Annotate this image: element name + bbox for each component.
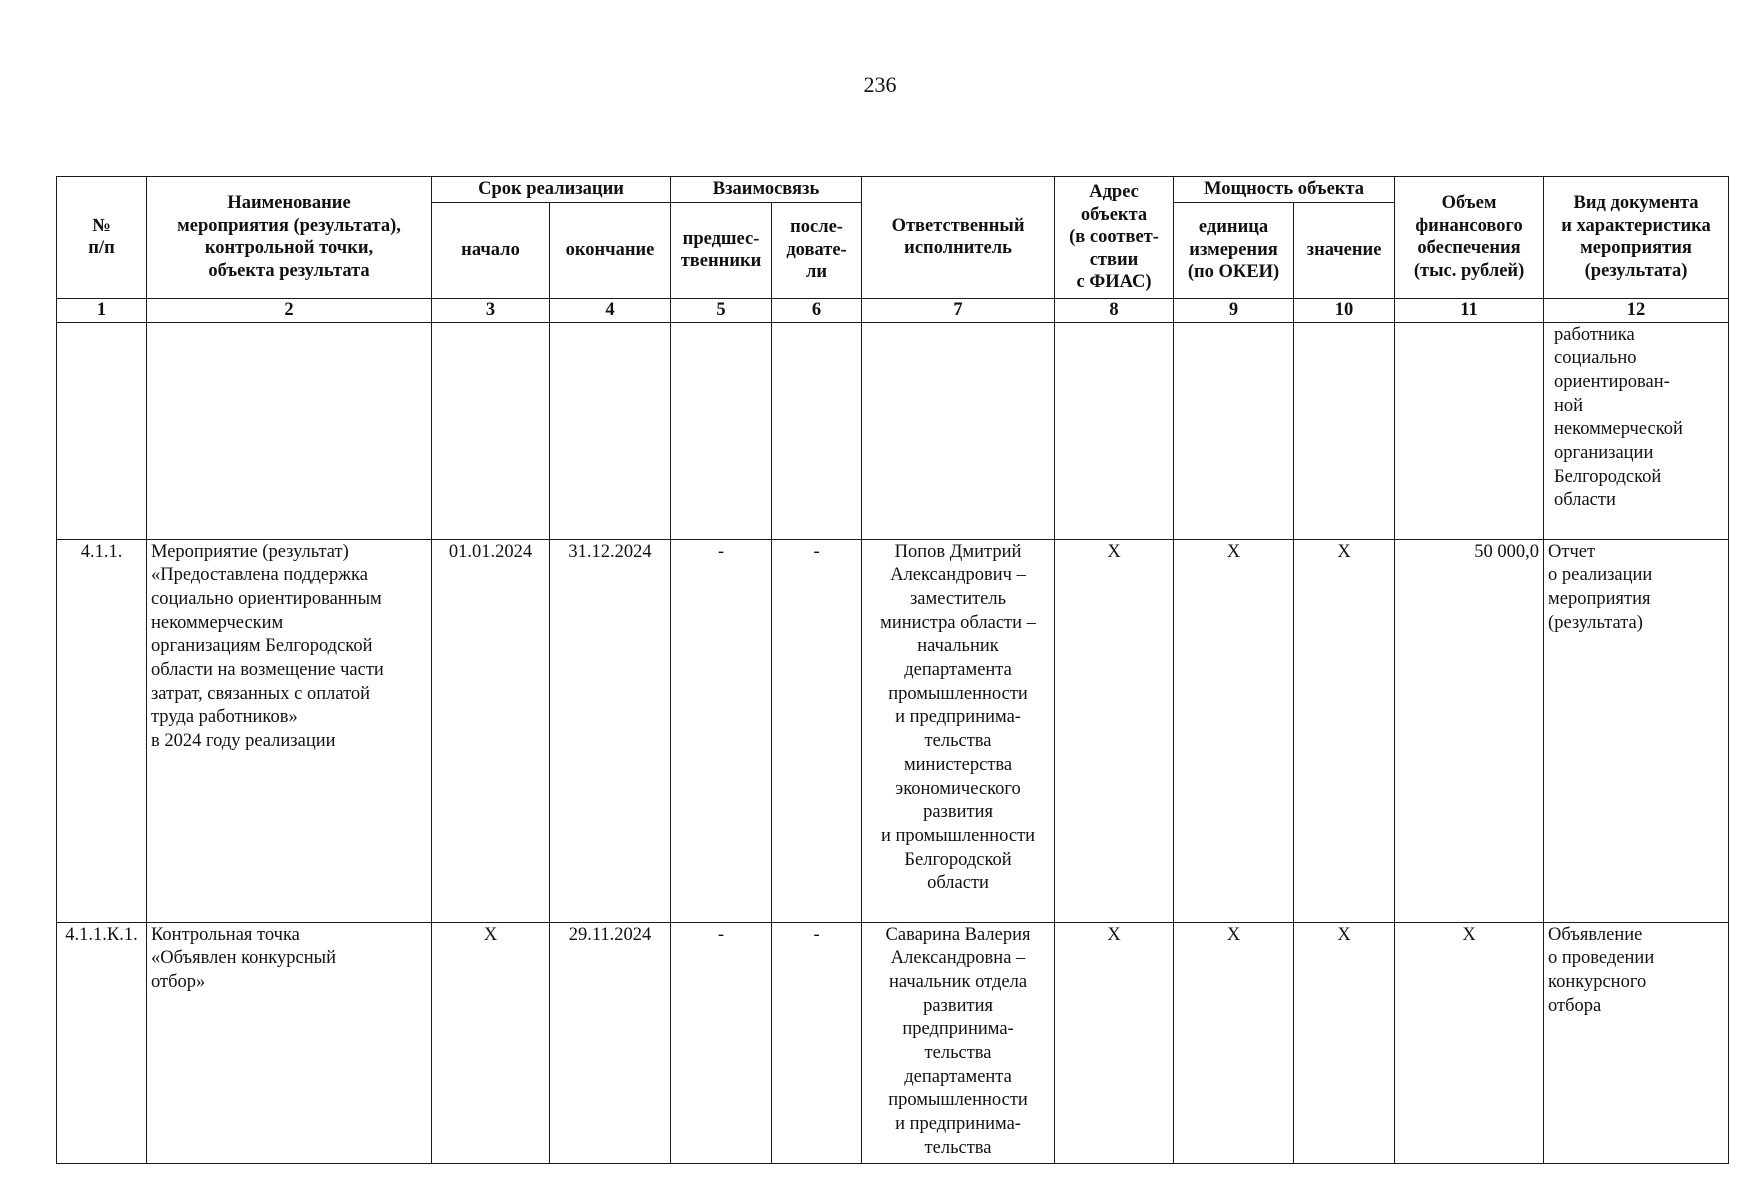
table-cell: [432, 322, 550, 539]
table-row: [57, 922, 1729, 1163]
column-number: 9: [1174, 298, 1294, 322]
header-link: Взаимосвязь: [671, 177, 862, 203]
capacity-value-cell: X: [1294, 539, 1395, 922]
address-cell: X: [1055, 922, 1174, 1163]
predecessors-cell: -: [671, 539, 772, 922]
capacity-unit-cell: X: [1174, 539, 1294, 922]
responsible-cell: Попов Дмитрий Александрович – заместитель министра области – начальник департамента промышленности и предпринима- тельства министерства экономического развития и промышленности Белгородской области: [862, 539, 1055, 922]
row-name-cell: Контрольная точка «Объявлен конкурсный отбор»: [147, 922, 432, 1163]
header-link-next: после- довате- ли: [772, 202, 862, 298]
column-number: 10: [1294, 298, 1395, 322]
doc-type-cell: Объявление о проведении конкурсного отбора: [1544, 922, 1729, 1163]
header-finance: Объем финансового обеспечения (тыс. рублей): [1395, 177, 1544, 299]
activities-table: [56, 176, 1729, 1164]
header-doc-type: Вид документа и характеристика мероприятия (результата): [1544, 177, 1729, 299]
doc-type-cell: Отчет о реализации мероприятия (результата): [1544, 539, 1729, 922]
column-number: 8: [1055, 298, 1174, 322]
header-link-prev: предшес- твенники: [671, 202, 772, 298]
capacity-value-cell: X: [1294, 922, 1395, 1163]
table-cell: [1174, 322, 1294, 539]
header-address: Адрес объекта (в соответ- ствии с ФИАС): [1055, 177, 1174, 299]
finance-cell: X: [1395, 922, 1544, 1163]
column-number: 11: [1395, 298, 1544, 322]
start-date-cell: X: [432, 922, 550, 1163]
table-row: [57, 539, 1729, 922]
table-cell: [1395, 322, 1544, 539]
end-date-cell: 29.11.2024: [550, 922, 671, 1163]
column-number: 4: [550, 298, 671, 322]
table-cell: [1055, 322, 1174, 539]
table-row-continuation: [57, 322, 1729, 539]
table-cell: [1294, 322, 1395, 539]
table-cell: [147, 322, 432, 539]
column-number: 3: [432, 298, 550, 322]
predecessors-cell: -: [671, 922, 772, 1163]
table-cell: [862, 322, 1055, 539]
column-number: 6: [772, 298, 862, 322]
header-capacity-unit: единица измерения (по ОКЕИ): [1174, 202, 1294, 298]
header-period: Срок реализации: [432, 177, 671, 203]
responsible-cell: Саварина Валерия Александровна – начальник отдела развития предпринима- тельства департамента промышленности и предпринима- тельства: [862, 922, 1055, 1163]
header-period-end: окончание: [550, 202, 671, 298]
table-cell: [772, 322, 862, 539]
header-responsible: Ответственный исполнитель: [862, 177, 1055, 299]
finance-cell: 50 000,0: [1395, 539, 1544, 922]
table-cell: [57, 322, 147, 539]
row-name-cell: Мероприятие (результат) «Предоставлена поддержка социально ориентированным некоммерческим организациям Белгородской области на возмещение части затрат, связанных с оплатой труда работников» в 2024 году реализации: [147, 539, 432, 922]
column-number: 1: [57, 298, 147, 322]
end-date-cell: 31.12.2024: [550, 539, 671, 922]
column-number: 7: [862, 298, 1055, 322]
table-cell: [550, 322, 671, 539]
doc-type-cell: работника социально ориентирован- ной некоммерческой организации Белгородской области: [1544, 322, 1729, 539]
table-cell: [671, 322, 772, 539]
column-number: 12: [1544, 298, 1729, 322]
successors-cell: -: [772, 539, 862, 922]
header-capacity-value: значение: [1294, 202, 1395, 298]
header-name: Наименование мероприятия (результата), контрольной точки, объекта результата: [147, 177, 432, 299]
capacity-unit-cell: X: [1174, 922, 1294, 1163]
row-number-cell: 4.1.1.: [57, 539, 147, 922]
header-period-start: начало: [432, 202, 550, 298]
header-number: № п/п: [57, 177, 147, 299]
row-number-cell: 4.1.1.К.1.: [57, 922, 147, 1163]
page-number: 236: [863, 72, 897, 97]
column-number: 5: [671, 298, 772, 322]
column-number: 2: [147, 298, 432, 322]
header-capacity: Мощность объекта: [1174, 177, 1395, 203]
address-cell: X: [1055, 539, 1174, 922]
successors-cell: -: [772, 922, 862, 1163]
start-date-cell: 01.01.2024: [432, 539, 550, 922]
